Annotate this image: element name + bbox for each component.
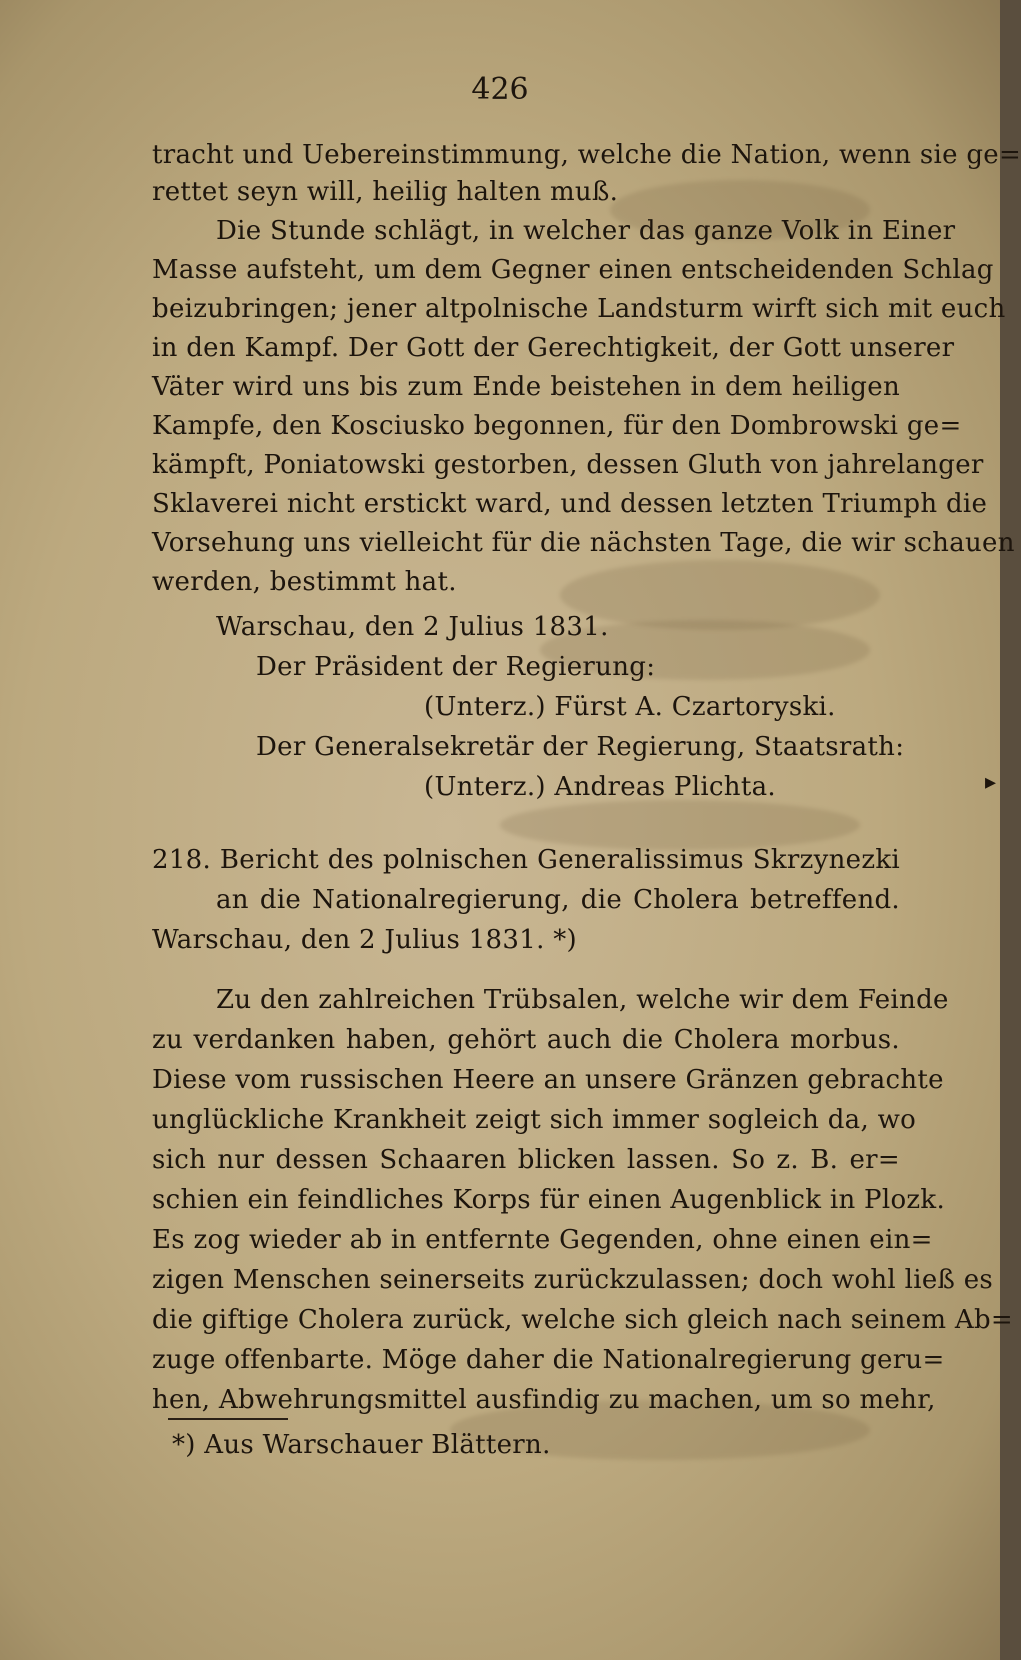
signature-name: (Unterz.) Andreas Plichta. (424, 772, 776, 802)
text-line: zigen Menschen seinerseits zurückzulassen; doch wohl ließ es (152, 1265, 994, 1295)
text-line: tracht und Uebereinstimmung, welche die Nation, wenn sie ge= (152, 140, 1021, 170)
text-line: in den Kampf. Der Gott der Gerechtigkeit, der Gott unserer (152, 333, 955, 363)
signature-title: Der Generalsekretär der Regierung, Staatsrath: (256, 732, 905, 762)
margin-mark: ▸ (985, 770, 997, 795)
text-line: Vorsehung uns vielleicht für die nächsten Tage, die wir schauen (152, 528, 1015, 558)
footnote-rule (168, 1418, 288, 1420)
text-line: rettet seyn will, heilig halten muß. (152, 177, 619, 207)
text-line: Die Stunde schlägt, in welcher das ganze Volk in Einer (216, 216, 956, 246)
page-number: 426 (471, 72, 529, 107)
text-line: Kampfe, den Kosciusko begonnen, für den Dombrowski ge= (152, 411, 962, 441)
dateline: Warschau, den 2 Julius 1831. (216, 612, 609, 642)
signature-title: Der Präsident der Regierung: (256, 652, 656, 682)
text-line: beizubringen; jener altpolnische Landsturm wirft sich mit euch (152, 294, 1006, 324)
text-line: Sklaverei nicht erstickt ward, und dessen letzten Triumph die (152, 489, 988, 519)
text-line: Zu den zahlreichen Trübsalen, welche wir dem Feinde (216, 985, 949, 1015)
text-line: hen, Abwehrungsmittel ausfindig zu machen, um so mehr, (152, 1385, 936, 1415)
text-line: zuge offenbarte. Möge daher die Nationalregierung geru= (152, 1345, 945, 1375)
text-line: Es zog wieder ab in entfernte Gegenden, ohne einen ein= (152, 1225, 933, 1255)
signature-name: (Unterz.) Fürst A. Czartoryski. (424, 692, 836, 722)
footnote-block (152, 1430, 900, 1470)
section-heading: Warschau, den 2 Julius 1831. *) (152, 925, 577, 955)
section-heading: an die Nationalregierung, die Cholera betreffend. (216, 885, 900, 915)
text-line: unglückliche Krankheit zeigt sich immer sogleich da, wo (152, 1105, 917, 1135)
text-line: Väter wird uns bis zum Ende beistehen in dem heiligen (152, 372, 900, 402)
text-line: zu verdanken haben, gehört auch die Cholera morbus. (152, 1025, 900, 1055)
footnote: *) Aus Warschauer Blättern. (172, 1430, 551, 1460)
text-line: schien ein feindliches Korps für einen Augenblick in Plozk. (152, 1185, 946, 1215)
section-heading: 218. Bericht des polnischen Generalissimus Skrzynezki (152, 845, 900, 875)
text-line: Diese vom russischen Heere an unsere Gränzen gebrachte (152, 1065, 944, 1095)
text-line: Masse aufsteht, um dem Gegner einen entscheidenden Schlag (152, 255, 994, 285)
page-body (152, 0, 1021, 1660)
text-line: werden, bestimmt hat. (152, 567, 457, 597)
text-line: sich nur dessen Schaaren blicken lassen. So z. B. er= (152, 1145, 900, 1175)
text-line: die giftige Cholera zurück, welche sich gleich nach seinem Ab= (152, 1305, 1013, 1335)
text-line: kämpft, Poniatowski gestorben, dessen Gluth von jahrelanger (152, 450, 984, 480)
